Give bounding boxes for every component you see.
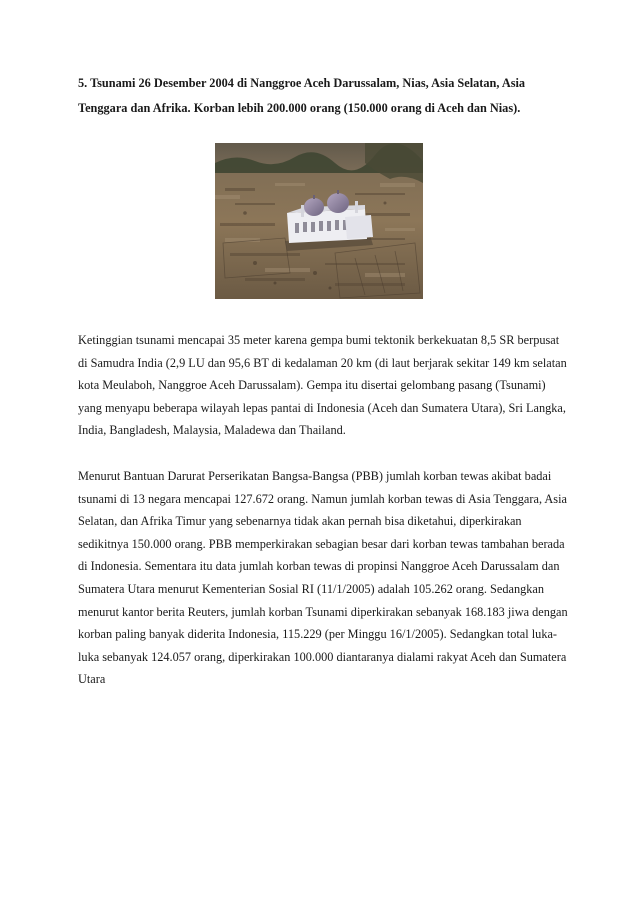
paragraph-casualties: Menurut Bantuan Darurat Perserikatan Bangsa-Bangsa (PBB) jumlah korban tewas akibat badai tsunami di 13 negara mencapai 127.672 orang. Namun jumlah korban tewas di Asia Tenggara, Asia Selatan, dan Afrika Timur yang sebenarnya tidak akan pernah bisa diketahui, diperkirakan sedikitnya 150.000 orang. PBB memperkirakan sebagian besar dari korban tewas tambahan berada di Indonesia. Sementara itu data jumlah korban tewas di propinsi Nanggroe Aceh Darussalam dan Sumatera Utara menurut Kementerian Sosial RI (11/1/2005) adalah 105.262 orang. Sedangkan menurut kantor berita Reuters, jumlah korban Tsunami diperkirakan sebanyak 168.183 jiwa dengan korban paling banyak diderita Indonesia, 115.229 (per Minggu 16/1/2005). Sedangkan total luka-luka sebanyak 124.057 orang, diperkirakan 100.000 diantaranya dialami rakyat Aceh dan Sumatera Utara: [78, 469, 568, 687]
paragraph-earthquake: Ketinggian tsunami mencapai 35 meter karena gempa bumi tektonik berkekuatan 8,5 SR berpusat di Samudra India (2,9 LU dan 95,6 BT di kedalaman 20 km (di laut berjarak sekitar 149 km selatan kota Meulaboh, Nanggroe Aceh Darussalam). Gempa itu disertai gelombang pasang (Tsunami) yang menyapu beberapa wilayah lepas pantai di Indonesia (Aceh dan Sumatera Utara), Sri Langka, India, Bangladesh, Malaysia, Maladewa dan Thailand.: [78, 333, 567, 438]
section-heading: 5. Tsunami 26 Desember 2004 di Nanggroe Aceh Darussalam, Nias, Asia Selatan, Asia Tenggara dan Afrika. Korban lebih 200.000 orang (150.000 orang di Aceh dan Nias).: [78, 76, 526, 115]
tsunami-mosque-photo: [215, 143, 423, 299]
